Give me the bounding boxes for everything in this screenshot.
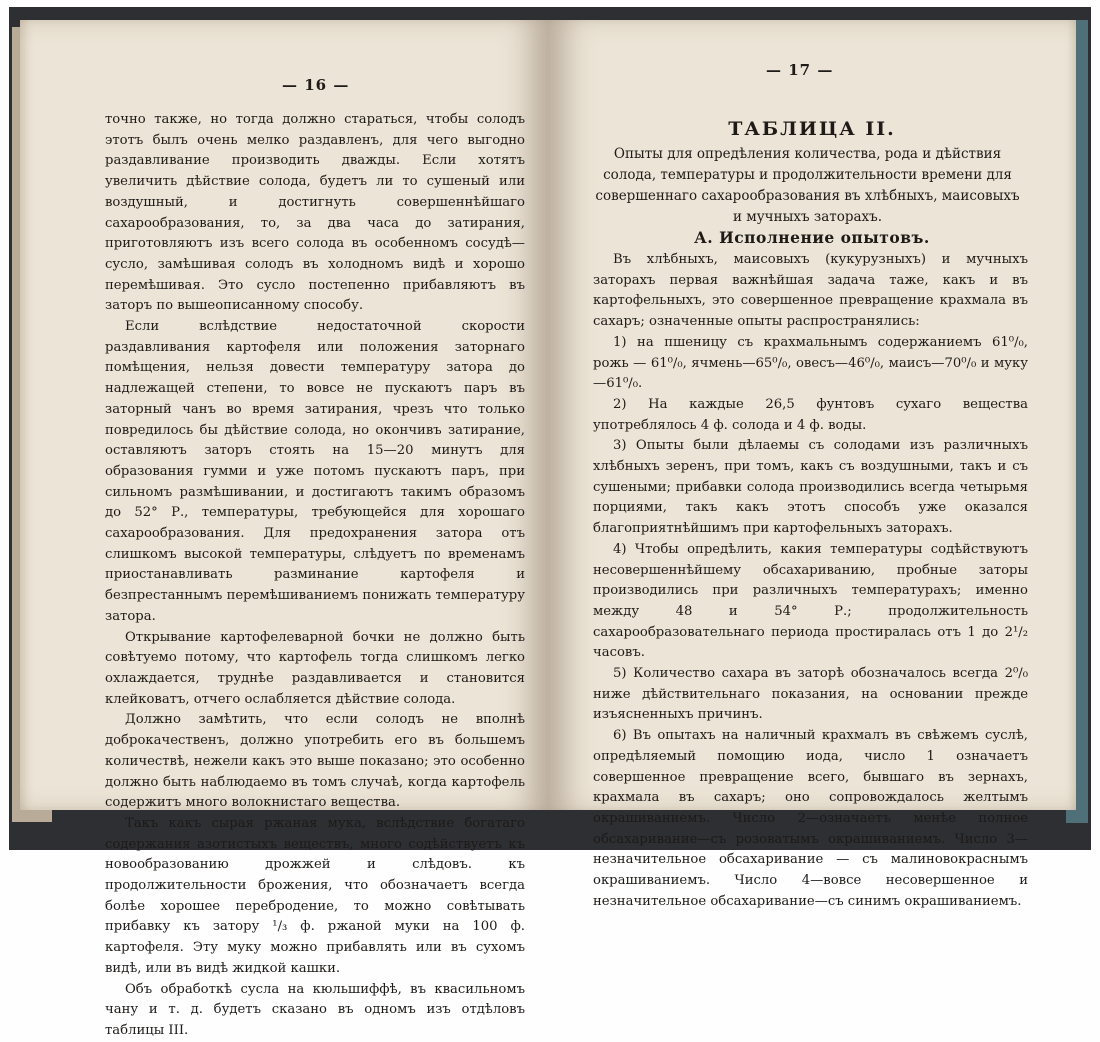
paragraph: Если вслѣдствие недостаточной скорости раздавливания картофеля или положения заторнаго помѣщения, нельзя довести температуру затора до надлежащей степени, то вовсе не пускаютъ паръ въ заторный чанъ во время затирания, чрезъ что только повредилось бы дѣйствие солода, но окончивъ затирание, оставляютъ заторъ стоять на 15—20 минутъ для образования гумми и уже потомъ пускаютъ паръ, при сильномъ размѣшивании, и достигаютъ такимъ образомъ до 52° Р., температуры, требующейся для хорошаго сахарообразования. Для предохранения затора отъ слишкомъ высокой температуры, слѣдуетъ по временамъ приостанавливать разминание картофеля и безпрестаннымъ перемѣшиваниемъ понижать температуру затора.: [105, 319, 525, 624]
paragraph: Въ хлѣбныхъ, маисовыхъ (кукурузныхъ) и мучныхъ заторахъ первая важнѣйшая задача таже, какъ и въ картофельныхъ, это совершенное превращение крахмала въ сахаръ; означенные опыты распространялись:: [593, 252, 1028, 330]
paragraph: 3) Опыты были дѣлаемы съ солодами изъ различныхъ хлѣбныхъ зеренъ, при томъ, какъ съ воздушными, такъ и съ сушеными; прибавки солода производились всегда четырьмя порциями, такъ какъ этотъ способъ уже оказался благоприятнѣйшимъ при картофельныхъ заторахъ.: [593, 438, 1028, 537]
right-page: [548, 20, 1076, 909]
left-page: [20, 20, 548, 1038]
paragraph: Такъ какъ сырая ржаная мука, вслѣдствие богатаго содержания азотистыхъ веществъ, много содѣйствуетъ къ новообразованию дрожжей и слѣдовъ. къ продолжительности брожения, что обозначаетъ всегда болѣе хорошее перебродение, то можно совѣтывать прибавку къ затору ¹/₃ ф. ржаной муки на 100 ф. картофеля. Эту муку можно прибавлять или въ сухомъ видѣ, или въ видѣ жидкой кашки.: [105, 815, 525, 976]
section-heading: А. Исполнение опытовъ.: [694, 228, 930, 247]
table-subtitle: Опыты для опредѣления количества, рода и дѣйствия солода, температуры и продолжительности времени для совершеннаго сахарообразования въ хлѣбныхъ, маисовыхъ и мучныхъ заторахъ.: [595, 146, 1020, 225]
paragraph: 2) На каждые 26,5 фунтовъ сухаго вещества употреблялось 4 ф. солода и 4 ф. воды.: [593, 396, 1028, 433]
paragraph: Объ обработкѣ сусла на кюльшиффѣ, въ квасильномъ чану и т. д. будетъ сказано въ одномъ изъ отдѣловъ таблицы III.: [105, 981, 525, 1038]
right-page-body: [593, 250, 1028, 913]
left-page-body: [105, 110, 525, 1042]
table-title: ТАБЛИЦА II.: [728, 118, 896, 140]
paragraph: 1) на пшеницу съ крахмальнымъ содержаниемъ 61⁰/₀, рожь — 61⁰/₀, ячмень—65⁰/₀, овесъ—46⁰/₀, маисъ—70⁰/₀ и муку—61⁰/₀.: [593, 334, 1028, 392]
paragraph: 5) Количество сахара въ заторѣ обозначалось всегда 2⁰/₀ ниже дѣйствительнаго показания, на основании прежде изъясненныхъ причинъ.: [593, 666, 1028, 723]
paragraph: Должно замѣтить, что если солодъ не вполнѣ доброкачественъ, должно употребить его въ большемъ количествѣ, нежели какъ это выше показано; это особенно должно быть наблюдаемо въ томъ случаѣ, когда картофель содержитъ много волокнистаго вещества.: [105, 712, 525, 811]
paragraph: 6) Въ опытахъ на наличный крахмалъ въ свѣжемъ суслѣ, опредѣляемый помощию иода, число 1 означаетъ совершенное превращение всего, бывшаго въ зернахъ, крахмала въ сахаръ; оно сопровождалось желтымъ окрашиваниемъ. Число 2—означаетъ менѣе полное обсахаривание—съ розоватымъ окрашиваниемъ. Число 3—незначительное обсахаривание — съ малиновокраснымъ окрашиваниемъ. Число 4—вовсе несовершенное и незначительное обсахаривание—съ синимъ окрашиваниемъ.: [593, 728, 1028, 909]
page-number-right: — 17 —: [766, 61, 834, 79]
page-number-left: — 16 —: [282, 76, 350, 94]
paragraph: 4) Чтобы опредѣлить, какия температуры содѣйствуютъ несовершеннѣйшему обсахариванию, пробные заторы производились при различныхъ температурахъ; именно между 48 и 54° Р.; продолжительность сахарообразовательнаго периода простиралась отъ 1 до 2¹/₂ часовъ.: [593, 541, 1028, 661]
paragraph: Открывание картофелеварной бочки не должно быть совѣтуемо потому, что картофель тогда слишкомъ легко охлаждается, труднѣе раздавливается и становится клейковатъ, отчего ослабляется дѣйствие солода.: [105, 629, 525, 707]
paragraph: точно также, но тогда должно стараться, чтобы солодъ этотъ былъ очень мелко раздавленъ, для чего выгодно раздавливание производить дважды. Если хотятъ увеличить дѣйствие солода, будетъ ли то сушеный или воздушный, и достигнуть совершеннѣйшаго сахарообразования, то, за два часа до затирания, приготовляютъ изъ всего солода въ особенномъ сосудѣ—сусло, замѣшивая солодъ въ холодномъ видѣ и хорошо перемѣшивая. Это сусло постепенно прибавляютъ въ заторъ по вышеописанному способу.: [105, 112, 525, 314]
